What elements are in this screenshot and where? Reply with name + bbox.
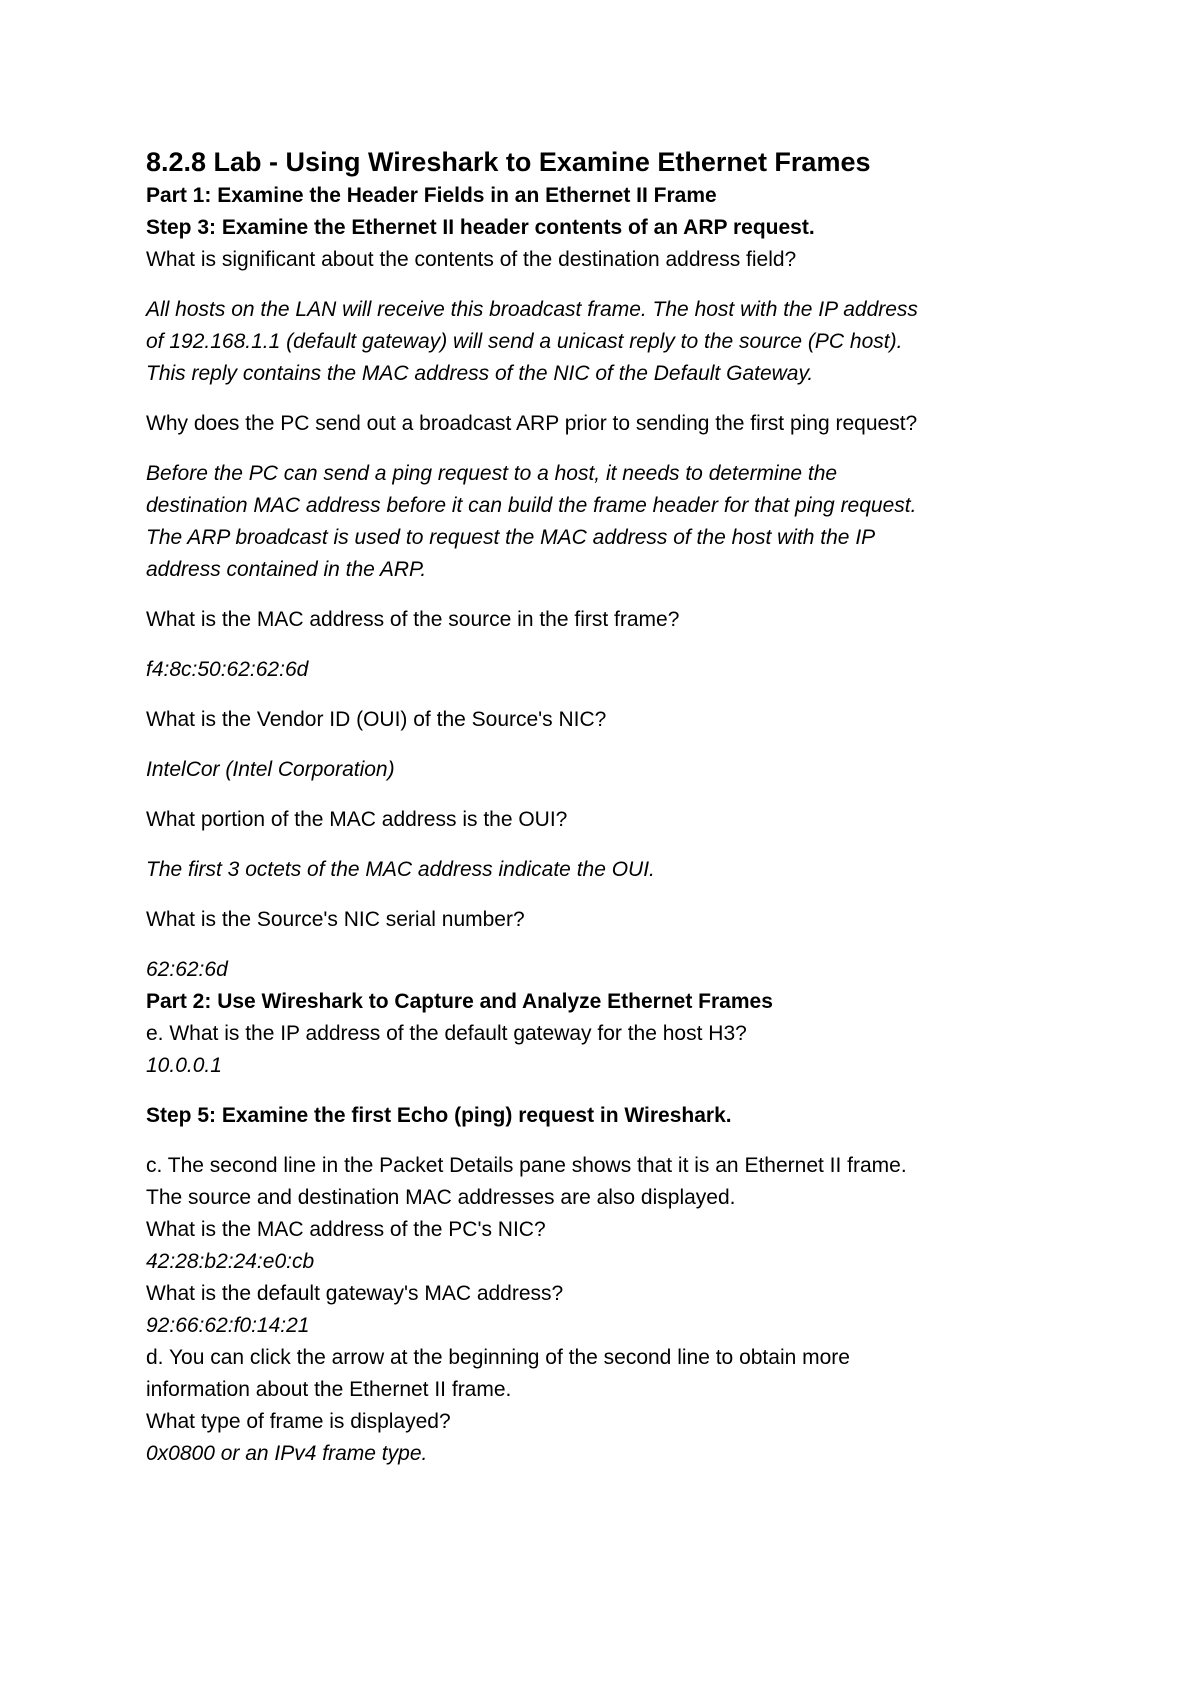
- question-nic-serial: What is the Source's NIC serial number?: [146, 908, 525, 931]
- question-vendor-id: What is the Vendor ID (OUI) of the Source's NIC?: [146, 708, 607, 731]
- answer-pc-mac: 42:28:b2:24:e0:cb: [146, 1250, 315, 1273]
- answer-line: All hosts on the LAN will receive this broadcast frame. The host with the IP address: [146, 298, 918, 321]
- step-d-line: d. You can click the arrow at the beginning of the second line to obtain more: [146, 1346, 850, 1369]
- question-pc-mac: What is the MAC address of the PC's NIC?: [146, 1218, 546, 1241]
- answer-source-mac: f4:8c:50:62:62:6d: [146, 658, 309, 681]
- answer-line: Before the PC can send a ping request to a host, it needs to determine the: [146, 462, 838, 485]
- answer-gateway-mac: 92:66:62:f0:14:21: [146, 1314, 310, 1337]
- answer-frame-type: 0x0800 or an IPv4 frame type.: [146, 1442, 428, 1465]
- answer-broadcast-arp: [146, 458, 1076, 586]
- answer-line: This reply contains the MAC address of the NIC of the Default Gateway.: [146, 362, 814, 385]
- answer-line: of 192.168.1.1 (default gateway) will send a unicast reply to the source (PC host).: [146, 330, 903, 353]
- document-title: 8.2.8 Lab - Using Wireshark to Examine Ethernet Frames: [146, 147, 871, 177]
- answer-line: address contained in the ARP.: [146, 558, 427, 581]
- answer-vendor-id: IntelCor (Intel Corporation): [146, 758, 395, 781]
- answer-oui-portion: The first 3 octets of the MAC address indicate the OUI.: [146, 858, 655, 881]
- answer-line: The ARP broadcast is used to request the MAC address of the host with the IP: [146, 526, 876, 549]
- question-source-mac: What is the MAC address of the source in the first frame?: [146, 608, 680, 631]
- answer-line: destination MAC address before it can build the frame header for that ping request.: [146, 494, 917, 517]
- step3-heading: Step 3: Examine the Ethernet II header contents of an ARP request.: [146, 216, 815, 239]
- question-default-gateway-ip: e. What is the IP address of the default gateway for the host H3?: [146, 1022, 747, 1045]
- answer-nic-serial: 62:62:6d: [146, 958, 228, 981]
- question-destination-field: What is significant about the contents of the destination address field?: [146, 248, 797, 271]
- step-d-line: information about the Ethernet II frame.: [146, 1378, 512, 1401]
- question-gateway-mac: What is the default gateway's MAC address?: [146, 1282, 564, 1305]
- document-content: [146, 144, 1076, 1470]
- answer-default-gateway-ip: 10.0.0.1: [146, 1054, 222, 1077]
- question-oui-portion: What portion of the MAC address is the OUI?: [146, 808, 568, 831]
- step-c-line: The source and destination MAC addresses are also displayed.: [146, 1186, 736, 1209]
- step-c-line: c. The second line in the Packet Details pane shows that it is an Ethernet II frame.: [146, 1154, 907, 1177]
- step5-heading: Step 5: Examine the first Echo (ping) request in Wireshark.: [146, 1104, 732, 1127]
- part2-heading: Part 2: Use Wireshark to Capture and Analyze Ethernet Frames: [146, 990, 773, 1013]
- part1-heading: Part 1: Examine the Header Fields in an Ethernet II Frame: [146, 184, 717, 207]
- question-frame-type: What type of frame is displayed?: [146, 1410, 451, 1433]
- answer-destination-field: [146, 294, 1076, 390]
- question-broadcast-arp: Why does the PC send out a broadcast ARP prior to sending the first ping request?: [146, 412, 918, 435]
